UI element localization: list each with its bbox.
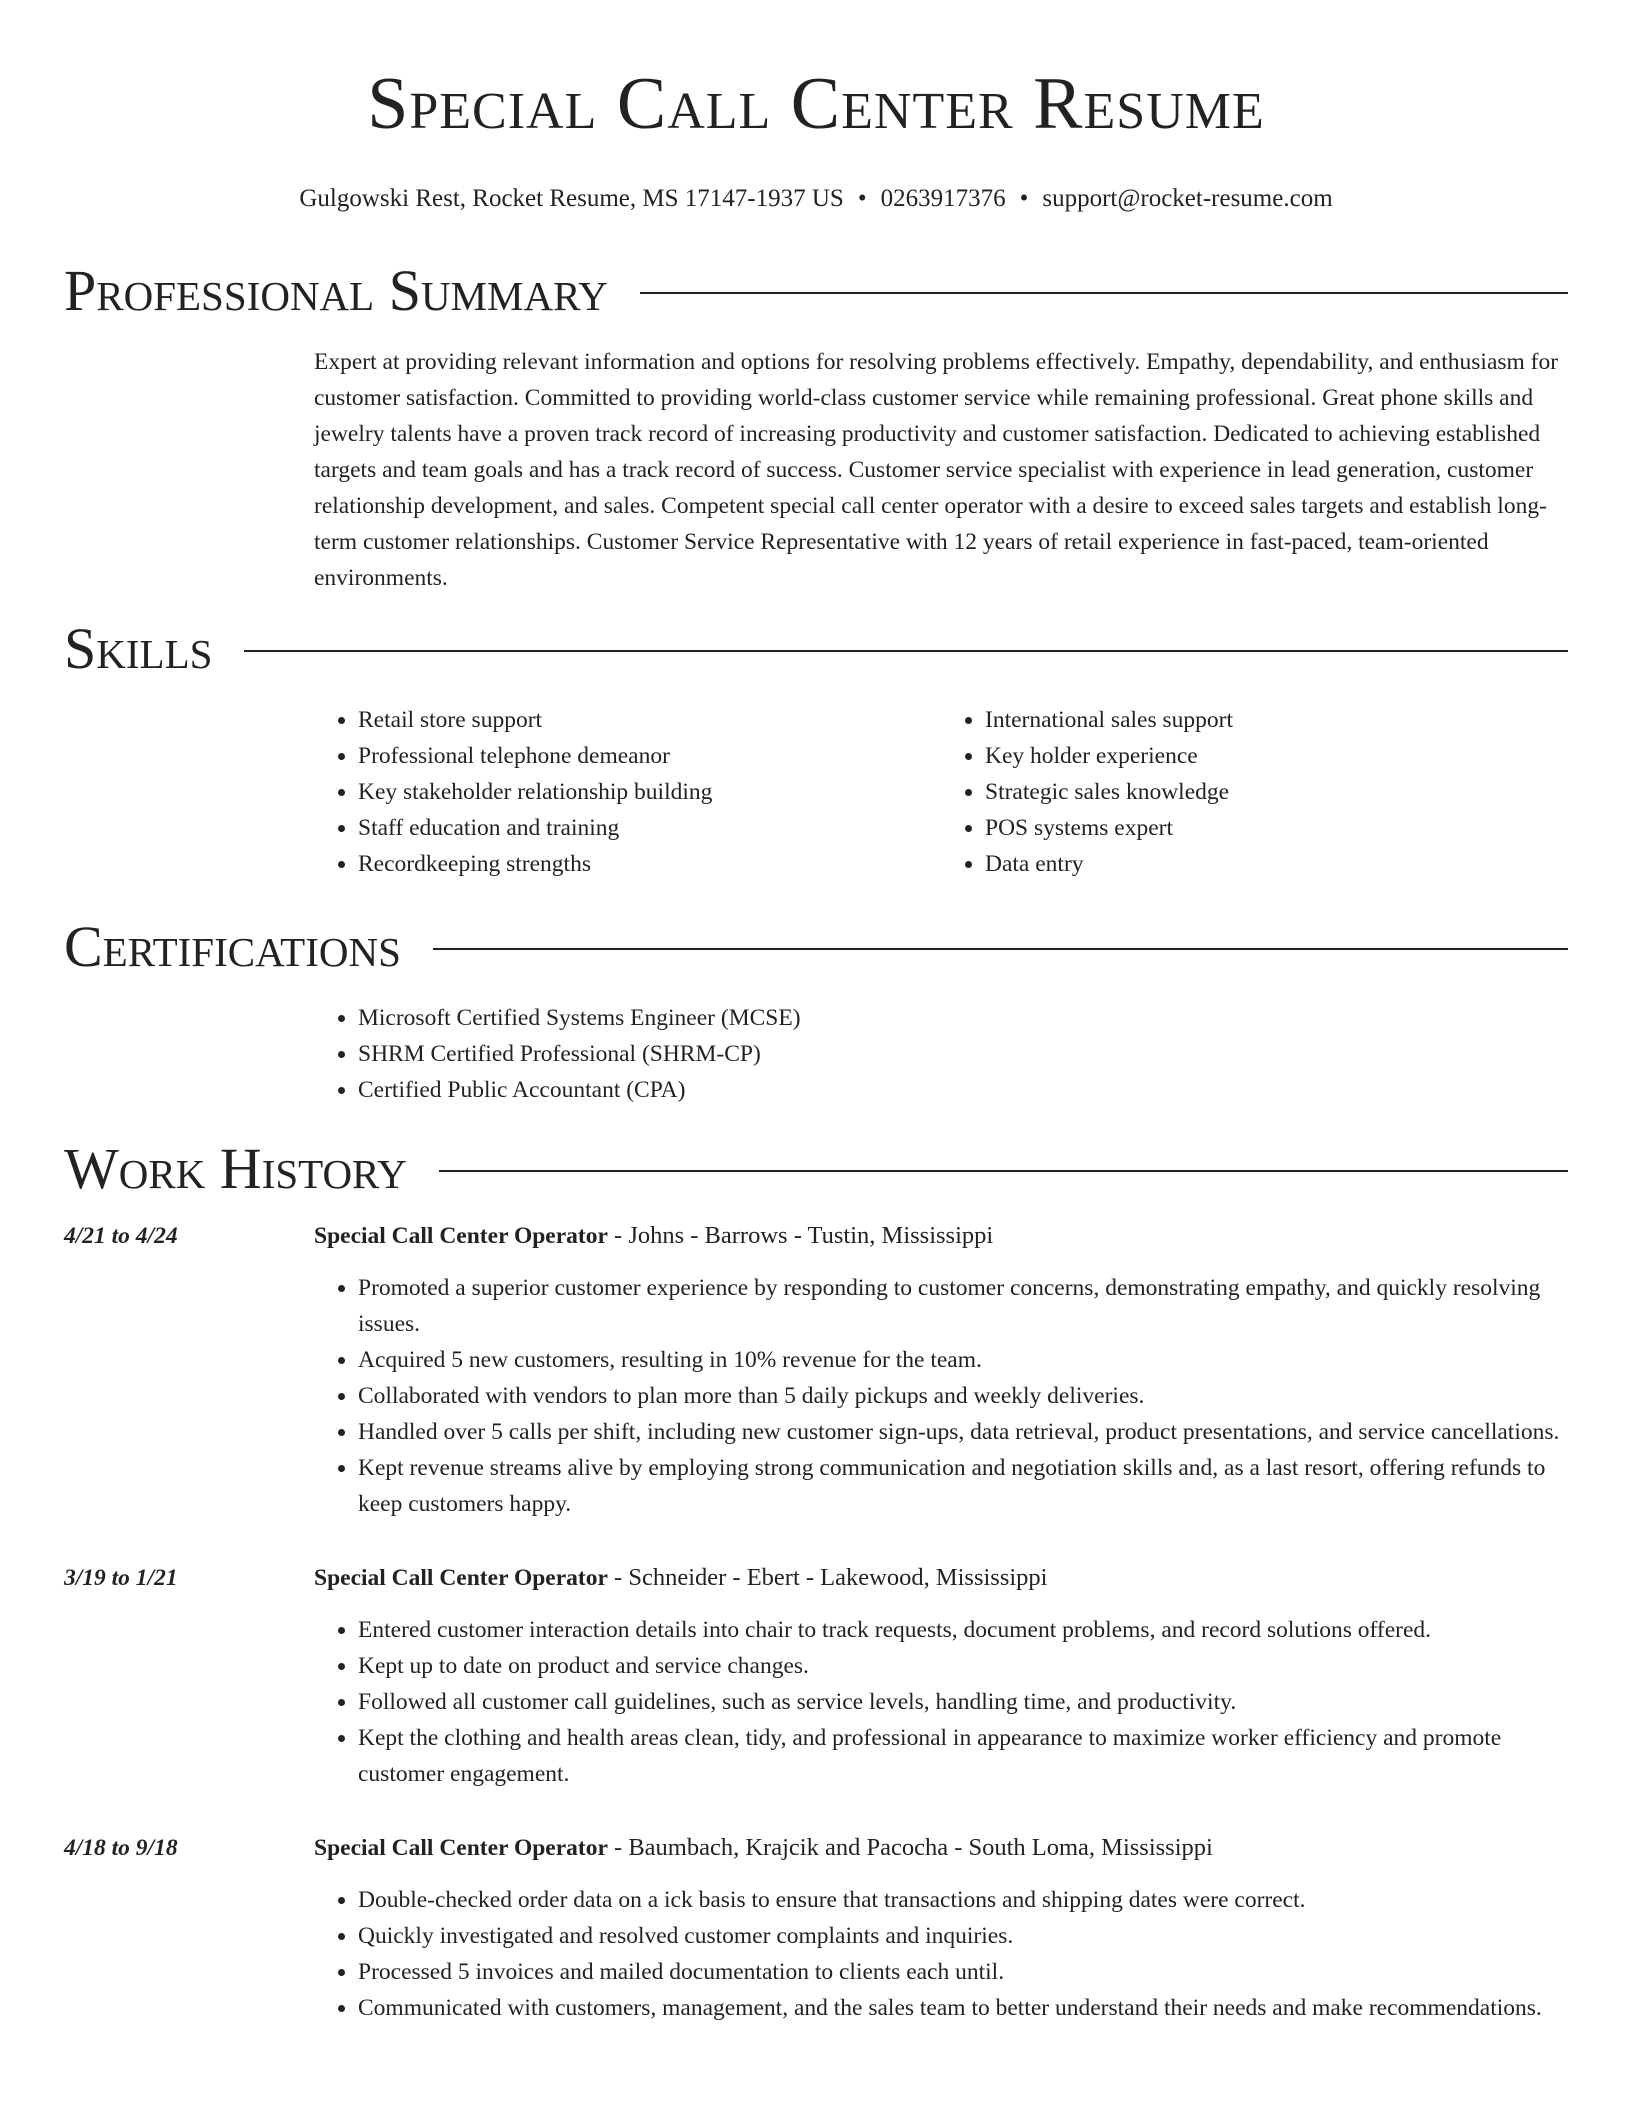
section-divider [433,948,1568,950]
job-title: Special Call Center Operator [314,1565,608,1591]
job-dates: 4/21 to 4/24 [64,1223,178,1249]
skill-item: • Retail store support [358,702,941,738]
contact-email: support@rocket-resume.com [1042,185,1333,212]
contact-line [64,184,1568,214]
certifications-section-header [64,916,1568,978]
work-history-heading: Work History [64,1136,407,1201]
job-bullet: • Processed 5 invoices and mailed documentation to clients each until. [358,1954,1568,1990]
job-title-line [314,1560,1568,1596]
skill-item: • Data entry [985,846,1568,882]
job-bullet: • Kept revenue streams alive by employing strong communication and negotiation skills and, as a last resort, offering refunds to keep customers happy. [358,1450,1568,1522]
resume-title: Special Call Center Resume [367,63,1265,145]
job-body [314,1560,1568,1792]
summary-section-header [64,260,1568,322]
job-bullet: • Communicated with customers, management, and the sales team to better understand their needs and make recommendations. [358,1990,1568,2026]
job-body [314,1830,1568,2026]
contact-address: Gulgowski Rest, Rocket Resume, MS 17147-1937 US [299,185,844,212]
skill-item: • Recordkeeping strengths [358,846,941,882]
certification-item: • SHRM Certified Professional (SHRM-CP) [358,1036,1568,1072]
skill-item: • Professional telephone demeanor [358,738,941,774]
job-title: Special Call Center Operator [314,1223,608,1249]
skills-heading: Skills [64,616,213,681]
certification-item: • Certified Public Accountant (CPA) [358,1072,1568,1108]
job-bullets [314,1882,1568,2026]
skills-grid [314,702,1568,882]
job-employer: - Schneider - Ebert - Lakewood, Mississippi [607,1564,1048,1591]
job-title: Special Call Center Operator [314,1835,608,1861]
job-bullet: • Double-checked order data on a ick basis to ensure that transactions and shipping dates were correct. [358,1882,1568,1918]
section-divider [640,292,1568,294]
certifications-heading: Certifications [64,914,401,979]
work-history-section-header [64,1138,1568,1200]
job-bullet: • Kept up to date on product and service changes. [358,1648,1568,1684]
section-divider [244,650,1568,652]
job-employer: - Baumbach, Krajcik and Pacocha - South Loma, Mississippi [607,1834,1213,1861]
job-title-line [314,1830,1568,1866]
skills-list-left [314,702,941,882]
job-dates: 4/18 to 9/18 [64,1835,178,1861]
certification-item: • Microsoft Certified Systems Engineer (MCSE) [358,1000,1568,1036]
job-bullet: • Followed all customer call guidelines, such as service levels, handling time, and productivity. [358,1684,1568,1720]
skill-item: • Key stakeholder relationship building [358,774,941,810]
job-bullet: • Entered customer interaction details into chair to track requests, document problems, and record solutions offered. [358,1612,1568,1648]
job-body [314,1218,1568,1522]
section-divider [439,1170,1568,1172]
job-bullets [314,1270,1568,1522]
job-bullet: • Kept the clothing and health areas clean, tidy, and professional in appearance to maximize worker efficiency and promote customer engagement. [358,1720,1568,1792]
summary-text: Expert at providing relevant information and options for resolving problems effectively. Empathy, dependability, and enthusiasm for customer satisfaction. Committed to providing world-class customer service while remaining professional. Great phone skills and jewelry talents have a proven track record of increasing productivity and customer satisfaction. Dedicated to achieving established targets and team goals and has a track record of success. Customer service specialist with experience in lead generation, customer relationship development, and sales. Competent special call center operator with a desire to exceed sales targets and establish long-term customer relationships. Customer Service Representative with 12 years of retail experience in fast-paced, team-oriented environments. [314,349,1559,591]
job-bullet: • Handled over 5 calls per shift, including new customer sign-ups, data retrieval, product presentations, and service cancellations. [358,1414,1568,1450]
skills-section-header [64,618,1568,680]
contact-separator: • [1019,185,1029,212]
job-bullet: • Acquired 5 new customers, resulting in 10% revenue for the team. [358,1342,1568,1378]
skill-item: • International sales support [985,702,1568,738]
job-employer: - Johns - Barrows - Tustin, Mississippi [607,1222,994,1249]
skill-item: • POS systems expert [985,810,1568,846]
contact-separator: • [857,185,867,212]
summary-heading: Professional Summary [64,258,608,323]
certifications-list [314,1000,1568,1108]
skills-list-right [941,702,1568,882]
skill-item: • Strategic sales knowledge [985,774,1568,810]
certifications-block [314,1000,1568,1108]
job-bullet: • Quickly investigated and resolved customer complaints and inquiries. [358,1918,1568,1954]
job-bullets [314,1612,1568,1792]
job-entry [64,1830,1568,2026]
job-dates: 3/19 to 1/21 [64,1565,178,1591]
job-entry [64,1560,1568,1792]
job-bullet: • Promoted a superior customer experience by responding to customer concerns, demonstrating empathy, and quickly resolving issues. [358,1270,1568,1342]
job-title-line [314,1218,1568,1254]
skill-item: • Staff education and training [358,810,941,846]
job-bullet: • Collaborated with vendors to plan more than 5 daily pickups and weekly deliveries. [358,1378,1568,1414]
contact-phone: 0263917376 [880,185,1006,212]
skill-item: • Key holder experience [985,738,1568,774]
job-entry [64,1218,1568,1522]
